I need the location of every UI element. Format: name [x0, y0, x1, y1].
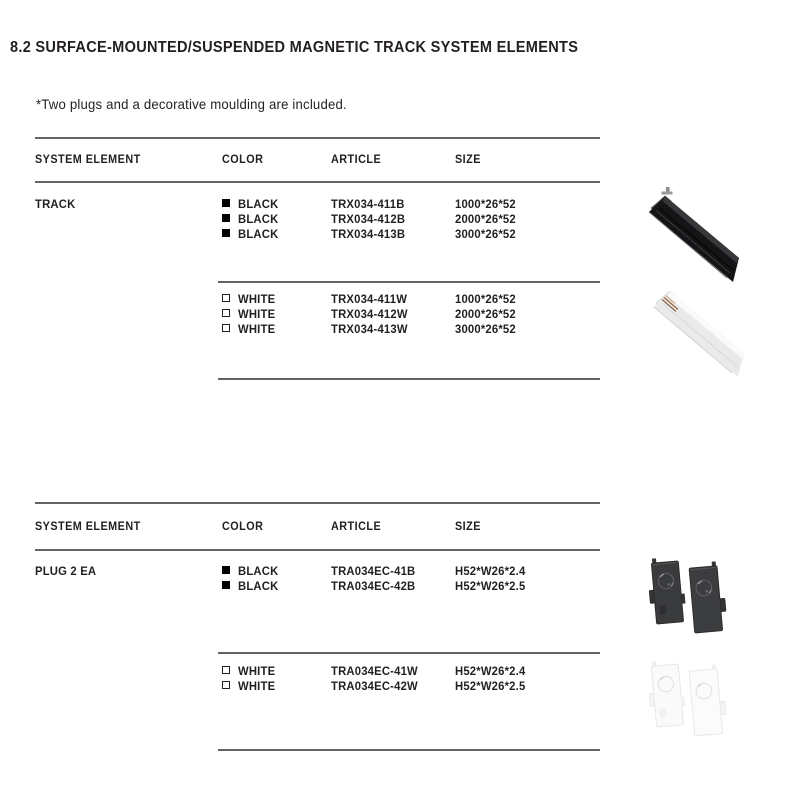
color-value: BLACK — [238, 212, 279, 226]
white-color-swatch — [222, 294, 230, 302]
article-value: TRA034EC-41B — [331, 564, 416, 578]
color-value: BLACK — [238, 227, 279, 241]
size-value: 1000*26*52 — [455, 197, 516, 211]
article-value: TRX034-412W — [331, 307, 408, 321]
size-value: H52*W26*2.5 — [455, 579, 526, 593]
black-color-swatch — [222, 229, 230, 237]
black-color-swatch — [222, 566, 230, 574]
system-element-label: PLUG 2 EA — [35, 564, 97, 578]
header-size: SIZE — [455, 521, 481, 533]
white-color-swatch — [222, 309, 230, 317]
article-value: TRX034-413B — [331, 227, 406, 241]
white-plugs-image — [645, 656, 735, 751]
white-color-swatch — [222, 681, 230, 689]
header-article: ARTICLE — [331, 154, 382, 166]
color-value: BLACK — [238, 564, 279, 578]
table-row — [0, 211, 640, 226]
black-track-image — [645, 186, 745, 286]
table2-group-divider-rule — [218, 652, 600, 654]
table-row — [0, 196, 640, 211]
inclusion-note-text: *Two plugs and a decorative moulding are included. — [36, 96, 347, 112]
table1-group-divider-rule — [218, 281, 600, 283]
table-row — [0, 321, 640, 336]
black-color-swatch — [222, 214, 230, 222]
header-color: COLOR — [222, 154, 264, 166]
white-track-image — [648, 281, 748, 381]
white-color-swatch — [222, 324, 230, 332]
size-value: 2000*26*52 — [455, 212, 516, 226]
table-row — [0, 663, 640, 678]
table1-header-rule — [35, 181, 600, 183]
size-value: 3000*26*52 — [455, 227, 516, 241]
color-value: BLACK — [238, 197, 279, 211]
header-article: ARTICLE — [331, 521, 382, 533]
table1-bottom-rule — [218, 378, 600, 380]
article-value: TRA034EC-42B — [331, 579, 416, 593]
table2-header-row — [0, 521, 640, 536]
table-row — [0, 678, 640, 693]
table-row — [0, 306, 640, 321]
white-color-swatch — [222, 666, 230, 674]
black-color-swatch — [222, 199, 230, 207]
color-value: WHITE — [238, 679, 276, 693]
size-value: 1000*26*52 — [455, 292, 516, 306]
table-row — [0, 578, 640, 593]
article-value: TRX034-413W — [331, 322, 408, 336]
article-value: TRX034-412B — [331, 212, 406, 226]
color-value: WHITE — [238, 664, 276, 678]
size-value: 3000*26*52 — [455, 322, 516, 336]
article-value: TRA034EC-41W — [331, 664, 418, 678]
size-value: H52*W26*2.4 — [455, 564, 526, 578]
color-value: WHITE — [238, 307, 276, 321]
color-value: BLACK — [238, 579, 279, 593]
article-value: TRX034-411B — [331, 197, 405, 211]
header-system-element: SYSTEM ELEMENT — [35, 154, 141, 166]
header-size: SIZE — [455, 154, 481, 166]
size-value: H52*W26*2.4 — [455, 664, 526, 678]
table2-header-rule — [35, 549, 600, 551]
article-value: TRX034-411W — [331, 292, 408, 306]
article-value: TRA034EC-42W — [331, 679, 418, 693]
header-color: COLOR — [222, 521, 264, 533]
table2-top-rule — [35, 502, 600, 504]
table-row — [0, 563, 640, 578]
table2-bottom-rule — [218, 749, 600, 751]
inclusion-note — [36, 96, 367, 112]
table-row — [0, 291, 640, 306]
page-title — [10, 39, 614, 57]
color-value: WHITE — [238, 292, 276, 306]
page-title-text: 8.2 SURFACE-MOUNTED/SUSPENDED MAGNETIC TRACK SYSTEM ELEMENTS — [10, 39, 579, 56]
black-color-swatch — [222, 581, 230, 589]
size-value: 2000*26*52 — [455, 307, 516, 321]
system-element-label: TRACK — [35, 197, 76, 211]
table-row — [0, 226, 640, 241]
color-value: WHITE — [238, 322, 276, 336]
table1-header-row — [0, 154, 640, 169]
size-value: H52*W26*2.5 — [455, 679, 526, 693]
header-system-element: SYSTEM ELEMENT — [35, 521, 141, 533]
table1-top-rule — [35, 137, 600, 139]
black-plugs-image — [645, 553, 735, 648]
